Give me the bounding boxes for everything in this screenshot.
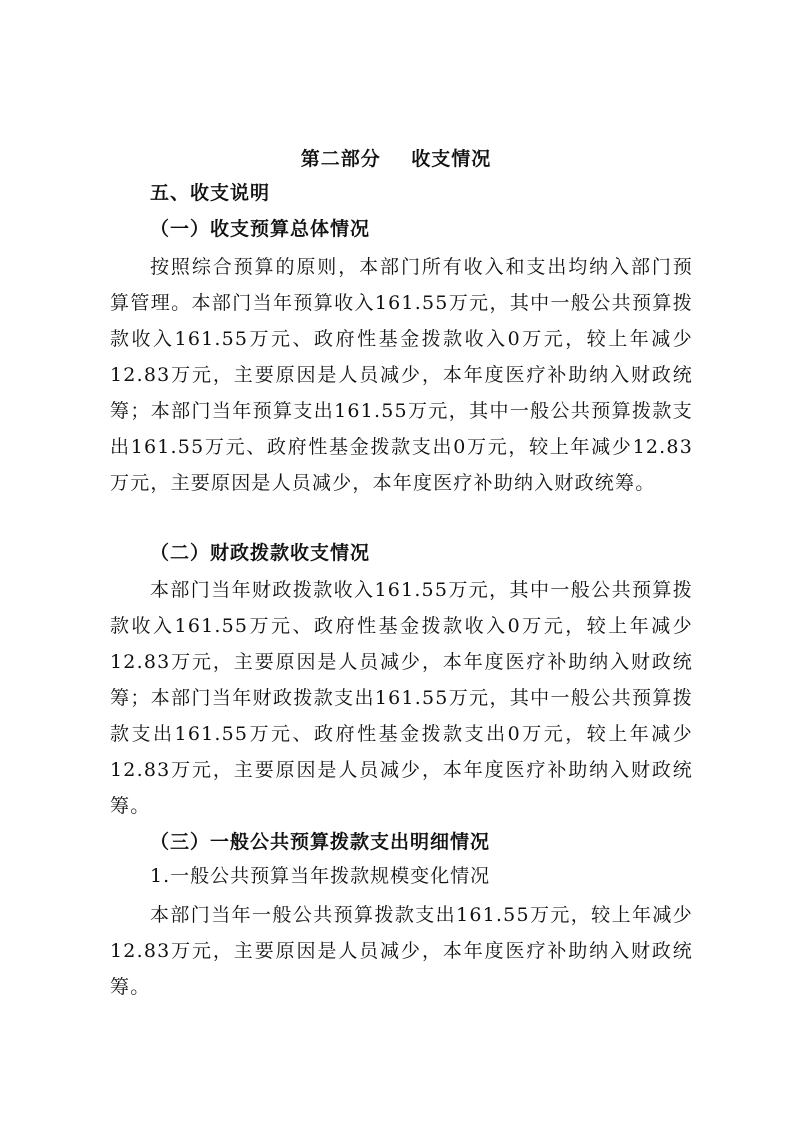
paragraph-fiscal-appropriation: 本部门当年财政拨款收入161.55万元，其中一般公共预算拨款收入161.55万元、政府性基金拨款收入0万元，较上年减少12.83万元，主要原因是人员减少，本年度医疗补助纳入财政统筹；本部门当年财政拨款支出161.55万元，其中一般公共预算拨款支出161.55万元、政府性基金拨款支出0万元，较上年减少12.83万元，主要原因是人员减少，本年度医疗补助纳入财政统筹。 xyxy=(110,579,693,817)
subsection-heading-general-budget-detail: （三）一般公共预算拨款支出明细情况 xyxy=(150,831,491,853)
subsection-heading-fiscal-appropriation: （二）财政拨款收支情况 xyxy=(150,542,371,564)
subsection-heading-budget-overview: （一）收支预算总体情况 xyxy=(150,218,371,240)
paragraph-budget-overview: 按照综合预算的原则，本部门所有收入和支出均纳入部门预算管理。本部门当年预算收入161.55万元，其中一般公共预算拨款收入161.55万元、政府性基金拨款收入0万元，较上年减少12.83万元，主要原因是人员减少，本年度医疗补助纳入财政统筹；本部门当年预算支出161.55万元，其中一般公共预算拨款支出161.55万元、政府性基金拨款支出0万元，较上年减少12.83万元，主要原因是人员减少，本年度医疗补助纳入财政统筹。 xyxy=(110,256,693,494)
section-heading: 五、收支说明 xyxy=(150,182,271,204)
page-title: 第二部分 收支情况 xyxy=(300,148,492,170)
item-heading-scale-change: 1.一般公共预算当年拨款规模变化情况 xyxy=(150,865,491,887)
paragraph-scale-change: 本部门当年一般公共预算拨款支出161.55万元，较上年减少12.83万元，主要原因是人员减少，本年度医疗补助纳入财政统筹。 xyxy=(110,904,693,998)
